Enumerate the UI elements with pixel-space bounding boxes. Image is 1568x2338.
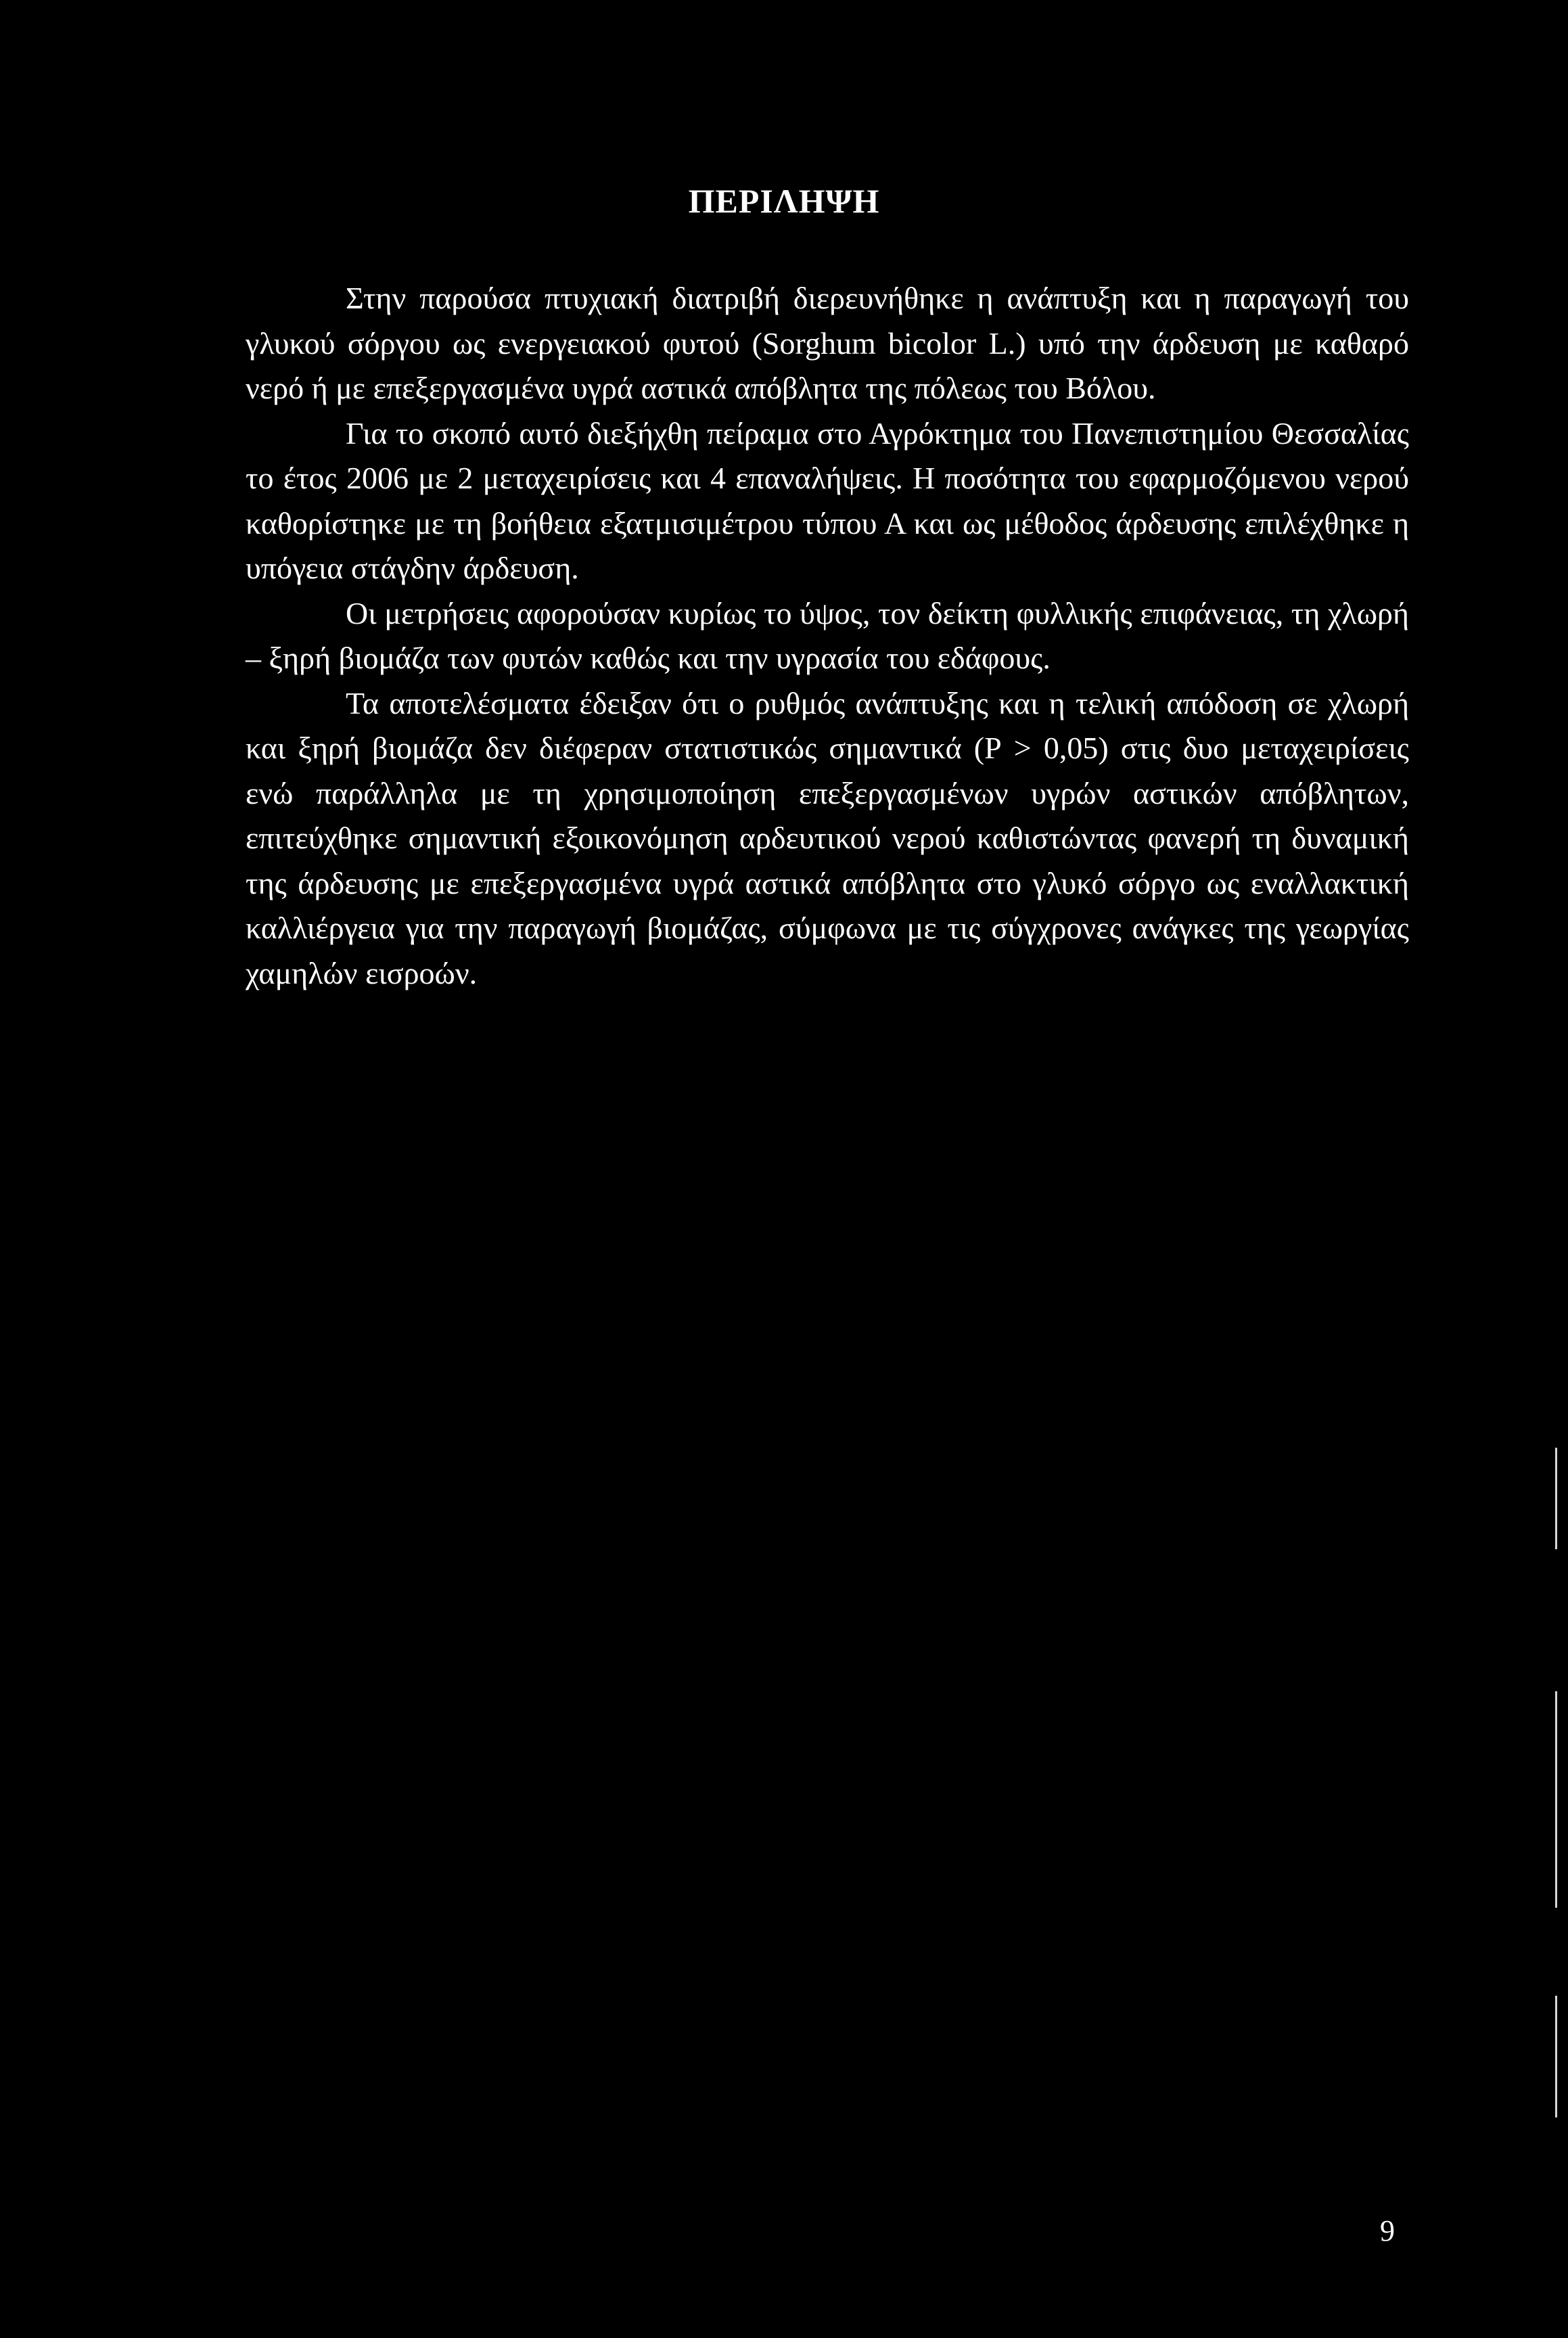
page-number: 9 <box>1380 2214 1395 2247</box>
abstract-paragraph-2: Για το σκοπό αυτό διεξήχθη πείραμα στο Αγρόκτημα του Πανεπιστημίου Θεσσαλίας το έτος 2006 με 2 μεταχειρίσεις και 4 επαναλήψεις. Η ποσότητα του εφαρμοζόμενου νερού καθορίστηκε με τη βοήθεια εξατμισιμέτρου τύπου Α και ως μέθοδος άρδευσης επιλέχθηκε η υπόγεια στάγδην άρδευση. <box>246 415 1409 585</box>
scan-edge-mark-2 <box>1555 1691 1557 1908</box>
page-title: ΠΕΡΙΛΗΨΗ <box>688 182 880 220</box>
abstract-body <box>246 276 1409 996</box>
abstract-paragraph-4: Τα αποτελέσματα έδειξαν ότι ο ρυθμός ανάπτυξης και η τελική απόδοση σε χλωρή και ξηρή βιομάζα δεν διέφεραν στατιστικώς σημαντικά (Ρ > 0,05) στις δυο μεταχειρίσεις ενώ παράλληλα με τη χρησιμοποίηση επεξεργασμένων υγρών αστικών απόβλητων, επιτεύχθηκε σημαντική εξοικονόμηση αρδευτικού νερού καθιστώντας φανερή τη δυναμική της άρδευσης με επεξεργασμένα υγρά αστικά απόβλητα στο γλυκό σόργο ως εναλλακτική καλλιέργεια για την παραγωγή βιομάζας, σύμφωνα με τις σύγχρονες ανάγκες της γεωργίας χαμηλών εισροών. <box>246 685 1409 990</box>
scan-edge-mark-3 <box>1555 1996 1557 2117</box>
abstract-paragraph-1: Στην παρούσα πτυχιακή διατριβή διερευνήθηκε η ανάπτυξη και η παραγωγή του γλυκού σόργου ως ενεργειακού φυτού (Sorghum bicolor L.) υπό την άρδευση με καθαρό νερό ή με επεξεργασμένα υγρά αστικά απόβλητα της πόλεως του Βόλου. <box>246 281 1409 405</box>
abstract-paragraph-3: Οι μετρήσεις αφορούσαν κυρίως το ύψος, τον δείκτη φυλλικής επιφάνειας, τη χλωρή – ξηρή βιομάζα των φυτών καθώς και την υγρασία του εδάφους. <box>246 595 1409 675</box>
scan-edge-mark-1 <box>1555 1448 1557 1549</box>
